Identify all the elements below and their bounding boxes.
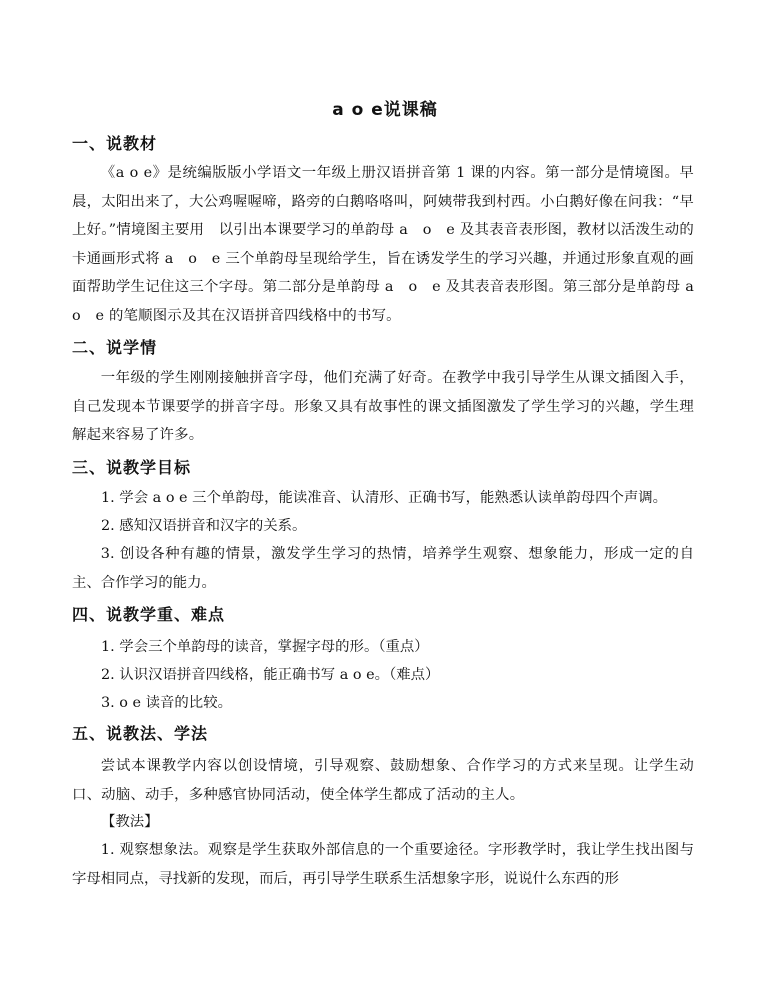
section-heading-goals: 三、说教学目标 (72, 458, 192, 477)
section-body-students: 一年级的学生刚刚接触拼音字母，他们充满了好奇。在教学中我引导学生从课文插图入手，自己发现本节课要学的拼音字母。形象又具有故事性的课文插图激发了学生学习的兴趣，学生理解起来容易了许多。 (72, 370, 694, 444)
goal-item-3: 3. 创设各种有趣的情景，激发学生学习的热情，培养学生观察、想象能力，形成一定的自主、合作学习的能力。 (72, 546, 694, 591)
section-body-textbook: 《a o e》是统编版版小学语文一年级上册汉语拼音第 1 课的内容。第一部分是情境图。早晨，太阳出来了，大公鸡喔喔啼，路旁的白鹅咯咯叫，阿姨带我到村西。小白鹅好像在问我：“早上好。”情境图主要用 以引出本课要学习的单韵母 a o e 及其表音表形图，教材以活泼生动的卡通画形式将 a o e 三个单韵母呈现给学生，旨在诱发学生的学习兴趣，并通过形象直观的画面帮助学生记住这三个字母。第二部分是单韵母 a o e 及其表音表形图。第三部分是单韵母 a o e 的笔顺图示及其在汉语拼音四线格中的书写。 (72, 165, 709, 324)
keypoint-item-1: 1. 学会三个单韵母的读音，掌握字母的形。（重点） (101, 639, 429, 655)
method-item-1: 1. 观察想象法。观察是学生获取外部信息的一个重要途径。字形教学时，我让学生找出图与字母相同点，寻找新的发现，而后，再引导学生联系生活想象字形，说说什么东西的形 (72, 842, 694, 887)
section-body-methods: 尝试本课教学内容以创设情境，引导观察、鼓励想象、合作学习的方式来呈现。让学生动口、动脑、动手，多种感官协同活动，使全体学生都成了活动的主人。 (72, 758, 694, 803)
section-heading-textbook: 一、说教材 (72, 134, 158, 153)
goal-item-1: 1. 学会 a o e 三个单韵母，能读准音、认清形、正确书写，能熟悉认读单韵母四个声调。 (101, 490, 668, 506)
section-heading-students: 二、说学情 (72, 338, 158, 357)
keypoint-item-3: 3. o e 读音的比较。 (101, 695, 232, 711)
document-title: a o e说课稿 (332, 100, 438, 120)
section-heading-keypoints: 四、说教学重、难点 (72, 605, 226, 624)
keypoint-item-2: 2. 认识汉语拼音四线格，能正确书写 a o e。（难点） (101, 667, 440, 683)
section-heading-methods: 五、说教法、学法 (72, 724, 209, 743)
method-subheading: 【教法】 (101, 814, 159, 830)
goal-item-2: 2. 感知汉语拼音和汉字的关系。 (101, 518, 307, 534)
